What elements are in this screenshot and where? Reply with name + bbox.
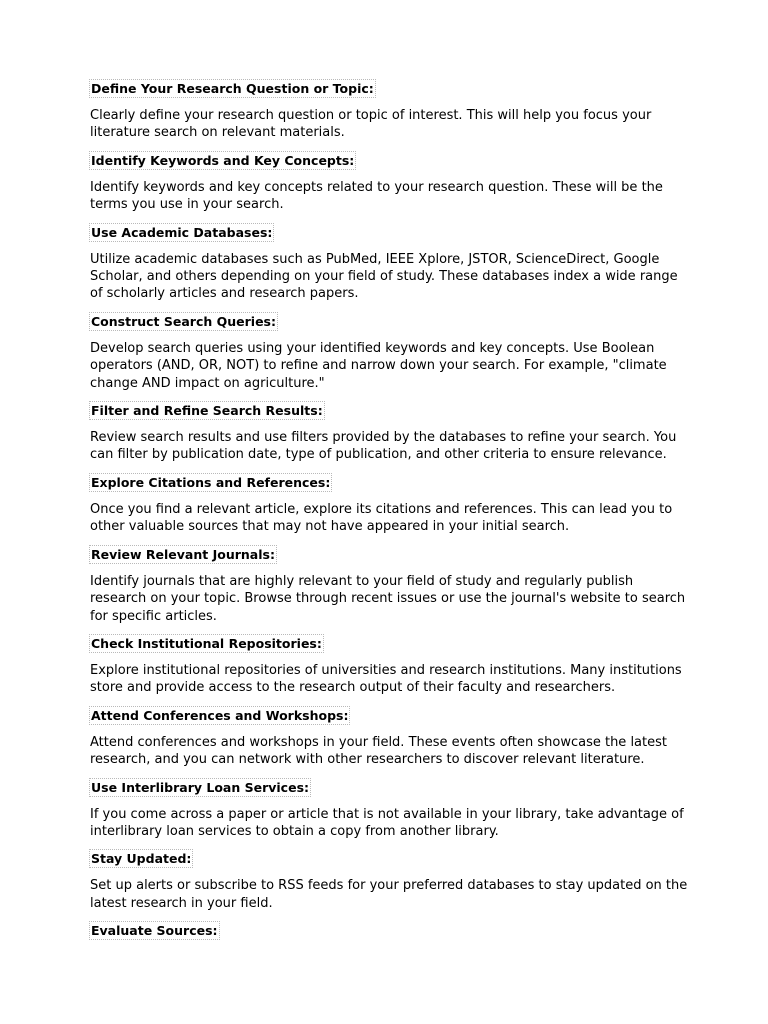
section-paragraph: Attend conferences and workshops in your field. These events often showcase the latest research, and you can network with other researchers to discover relevant literature.	[90, 734, 667, 768]
section-heading: Use Interlibrary Loan Services:	[91, 779, 310, 795]
section-paragraph: Identify keywords and key concepts related to your research question. These will be the terms you use in your search.	[90, 179, 663, 213]
section-paragraph: Review search results and use filters provided by the databases to refine your search. You can filter by publication date, type of publication, and other criteria to ensure relevance.	[90, 430, 677, 463]
section-heading: Review Relevant Journals:	[91, 546, 275, 562]
section-paragraph: If you come across a paper or article that is not available in your library, take advantage of interlibrary loan services to obtain a copy from another library.	[90, 806, 684, 839]
section-paragraph: Once you find a relevant article, explore its citations and references. This can lead you to other valuable sources that may not have appeared in your initial search.	[90, 501, 673, 535]
section-paragraph: Identify journals that are highly relevant to your field of study and regularly publish research on your topic. Browse through recent issues or use the journal's website to search for specific articles.	[90, 573, 686, 624]
section-interlibrary-loan	[90, 777, 690, 841]
section-paragraph: Set up alerts or subscribe to RSS feeds for your preferred databases to stay updated on the latest research in your field.	[90, 878, 688, 911]
section-repositories	[90, 633, 690, 697]
section-evaluate-sources	[90, 920, 690, 949]
section-conferences	[90, 705, 690, 769]
section-search-queries	[90, 311, 690, 392]
section-journals	[90, 544, 690, 625]
section-academic-databases	[90, 222, 690, 303]
section-heading: Construct Search Queries:	[91, 313, 276, 329]
section-heading: Explore Citations and References:	[91, 474, 331, 490]
section-heading: Attend Conferences and Workshops:	[91, 707, 349, 723]
section-heading: Define Your Research Question or Topic:	[91, 81, 374, 96]
section-paragraph: Explore institutional repositories of universities and research institutions. Many institutions store and provide access to the research output of their faculty and researchers.	[90, 662, 682, 696]
section-keywords	[90, 150, 690, 214]
section-heading: Use Academic Databases:	[91, 224, 273, 240]
section-heading: Evaluate Sources:	[91, 923, 218, 939]
section-heading: Stay Updated:	[91, 851, 192, 867]
section-paragraph: Clearly define your research question or topic of interest. This will help you focus your literature search on relevant materials.	[90, 108, 652, 141]
section-paragraph: Develop search queries using your identified keywords and key concepts. Use Boolean operators (AND, OR, NOT) to refine and narrow down your search. For example, "climate change AND impact on agriculture."	[90, 340, 667, 391]
section-research-question	[90, 78, 690, 142]
section-heading: Filter and Refine Search Results:	[91, 403, 323, 419]
section-stay-updated	[90, 848, 690, 912]
section-heading: Identify Keywords and Key Concepts:	[91, 152, 355, 168]
section-heading: Check Institutional Repositories:	[91, 635, 322, 651]
section-citations	[90, 472, 690, 536]
document-page	[90, 78, 690, 949]
section-paragraph: Utilize academic databases such as PubMed, IEEE Xplore, JSTOR, ScienceDirect, Google Scholar, and others depending on your field of study. These databases index a wide range of scholarly articles and research papers.	[90, 251, 678, 302]
section-filter-results	[90, 400, 690, 464]
